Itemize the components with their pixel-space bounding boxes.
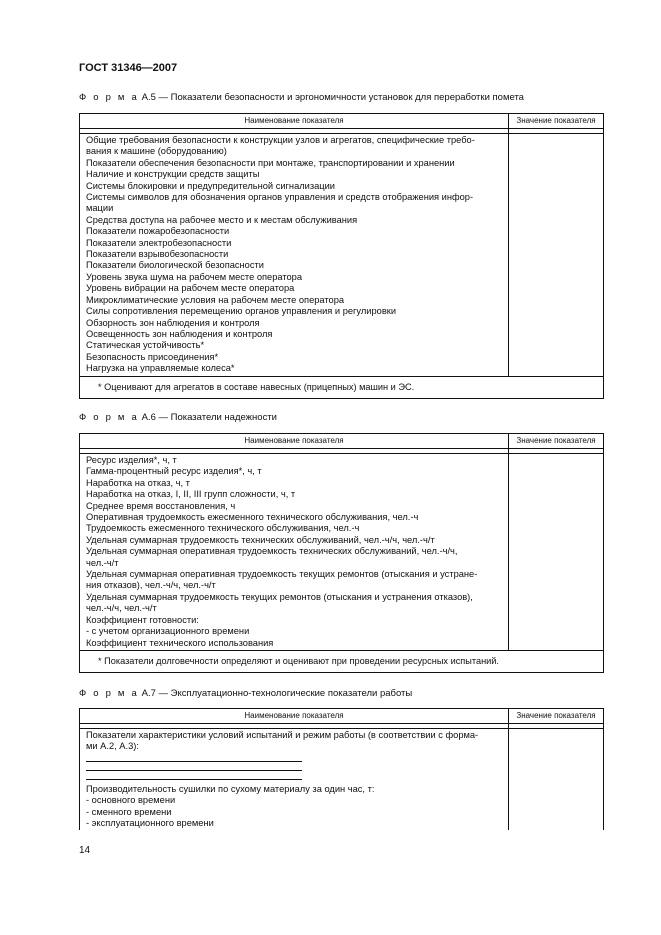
indicator-line: Трудоемкость ежесменного технического обслуживания, чел.-ч	[86, 523, 360, 534]
form-a5-value-cell[interactable]	[509, 134, 604, 377]
form-a6-indicator-list	[80, 454, 509, 651]
indicator-line: Коэффициент технического использования	[86, 637, 274, 648]
form-a5-footnote: * Оценивают для агрегатов в составе навесных (прицепных) машин и ЭС.	[80, 376, 604, 398]
form-a7-col-name-header: Наименование показателя	[80, 709, 509, 724]
indicator-line: Нагрузка на управляемые колеса*	[86, 363, 235, 374]
form-a6-col-value-header: Значение показателя	[509, 434, 604, 449]
indicator-line: Среднее время восстановления, ч	[86, 500, 236, 511]
indicator-line: - основного времени	[86, 795, 176, 806]
indicator-line: Силы сопротивления перемещению органов управления и регулировки	[86, 306, 397, 317]
indicator-line: Показатели обеспечения безопасности при монтаже, транспортировании и хранении	[86, 157, 455, 168]
form-a5-col-value-header: Значение показателя	[509, 114, 604, 129]
indicator-line: Безопасность присоединения*	[86, 351, 219, 362]
form-a7-col-value-header: Значение показателя	[509, 709, 604, 724]
indicator-line: Показатели характеристики условий испытаний и режим работы (в соответствии с форма-	[86, 730, 479, 740]
indicator-line: - с учетом организационного времени	[86, 626, 250, 637]
indicator-line: Статическая устойчивость*	[86, 340, 205, 351]
form-a7-value-cell[interactable]	[509, 729, 604, 831]
indicator-line: - эксплуатационного времени	[86, 818, 214, 829]
indicator-line: чел.-ч/т	[86, 557, 119, 568]
document-header: ГОСТ 31346—2007	[79, 62, 178, 74]
indicator-line: ния отказов), чел.-ч/ч, чел.-ч/т	[86, 580, 216, 591]
form-a5-table	[79, 113, 604, 399]
form-a7-title	[79, 688, 412, 699]
form-a6-footnote: * Показатели долговечности определяют и оценивают при проведении ресурсных испытаний.	[80, 650, 604, 672]
indicator-line: Наработка на отказ, ч, т	[86, 477, 190, 488]
form-a5-title	[79, 92, 524, 103]
form-a7-title-text: А.7 — Эксплуатационно-технологические показатели работы	[141, 688, 413, 699]
indicator-line: Уровень вибрации на рабочем месте оператора	[86, 283, 295, 294]
indicator-line: Показатели пожаробезопасности	[86, 226, 230, 237]
indicator-line: Обзорность зон наблюдения и контроля	[86, 317, 260, 328]
indicator-line: Удельная суммарная трудоемкость текущих ремонтов (отыскания и устранения отказов),	[86, 591, 473, 602]
indicator-line: Системы символов для обозначения органов управления и средств отображения инфор-	[86, 192, 474, 203]
indicator-line: Системы блокировки и предупредительной сигнализации	[86, 180, 335, 191]
indicator-line: Наличие и конструкции средств защиты	[86, 169, 260, 180]
form-a6-title	[79, 412, 277, 423]
blank-fill-line-1[interactable]	[86, 753, 302, 762]
indicator-line: Уровень звука шума на рабочем месте оператора	[86, 271, 303, 282]
form-a7-indicator-list	[80, 729, 509, 831]
indicator-line: Показатели взрывобезопасности	[86, 249, 229, 260]
form-a5-prefix: Ф о р м а	[79, 92, 139, 103]
form-a7-table	[79, 708, 604, 830]
blank-fill-line-2[interactable]	[86, 762, 302, 771]
form-a7-prefix: Ф о р м а	[79, 688, 139, 699]
blank-fill-line-3[interactable]	[86, 771, 302, 780]
indicator-line: Ресурс изделия*, ч, т	[86, 455, 177, 465]
indicator-line: Средства доступа на рабочее место и к местам обслуживания	[86, 214, 358, 225]
form-a6-table	[79, 433, 604, 673]
form-a6-col-name-header: Наименование показателя	[80, 434, 509, 449]
indicator-line: Коэффициент готовности:	[86, 614, 199, 625]
indicator-line: Микроклиматические условия на рабочем месте оператора	[86, 294, 345, 305]
page-number: 14	[79, 845, 91, 856]
form-a5-col-name-header: Наименование показателя	[80, 114, 509, 129]
indicator-line: Гамма-процентный ресурс изделия*, ч, т	[86, 466, 262, 477]
indicator-line: Общие требования безопасности к конструкции узлов и агрегатов, специфические требо-	[86, 135, 475, 145]
form-a6-prefix: Ф о р м а	[79, 412, 139, 423]
indicator-line: Наработка на отказ, I, II, III групп сложности, ч, т	[86, 489, 296, 500]
form-a5-title-text: А.5 — Показатели безопасности и эргономичности установок для переработки помета	[141, 92, 524, 103]
form-a5-indicator-list	[80, 134, 509, 377]
form-a6-title-text: А.6 — Показатели надежности	[141, 412, 277, 423]
indicator-line: Показатели электробезопасности	[86, 237, 232, 248]
indicator-line: Оперативная трудоемкость ежесменного технического обслуживания, чел.-ч	[86, 512, 419, 523]
indicator-line: мации	[86, 203, 114, 214]
indicator-line: - сменного времени	[86, 806, 172, 817]
indicator-line: вания к машине (оборудованию)	[86, 146, 227, 157]
indicator-line: ми А.2, А.3):	[86, 741, 139, 752]
indicator-line: Освещенность зон наблюдения и контроля	[86, 328, 273, 339]
indicator-line: Удельная суммарная оперативная трудоемкость текущих ремонтов (отыскания и устране-	[86, 569, 478, 580]
indicator-line: чел.-ч/ч, чел.-ч/т	[86, 603, 157, 614]
form-a6-value-cell[interactable]	[509, 454, 604, 651]
indicator-line: Производительность сушилки по сухому материалу за один час, т:	[86, 783, 375, 794]
indicator-line: Удельная суммарная оперативная трудоемкость технических обслуживаний, чел.-ч/ч,	[86, 546, 458, 557]
indicator-line: Удельная суммарная трудоемкость технических обслуживаний, чел.-ч/ч, чел.-ч/т	[86, 534, 435, 545]
indicator-line: Показатели биологической безопасности	[86, 260, 264, 271]
